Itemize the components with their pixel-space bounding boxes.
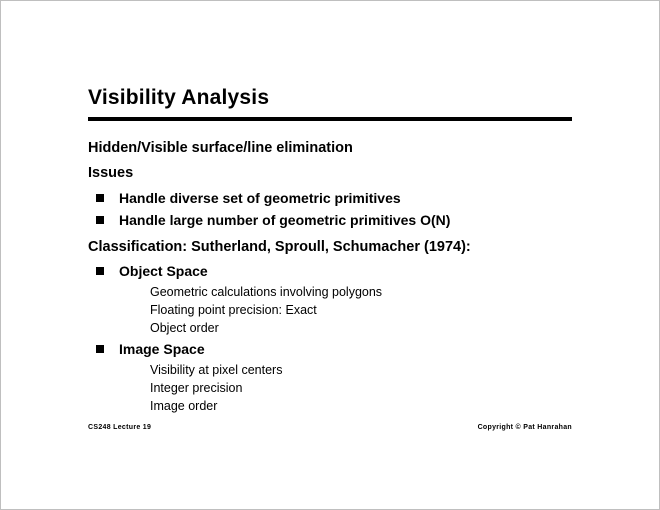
bullet-level2 bbox=[88, 210, 572, 231]
bullet-level1: Hidden/Visible surface/line elimination bbox=[88, 140, 353, 157]
bullet-text: Image Space bbox=[119, 340, 205, 357]
footer-copyright-label: Copyright © Pat Hanrahan bbox=[477, 424, 572, 431]
bullet-text: Object Space bbox=[119, 262, 208, 279]
bullet-level1: Classification: Sutherland, Sproull, Schumacher (1974): bbox=[88, 239, 471, 256]
bullet-level2 bbox=[88, 261, 572, 282]
square-bullet-icon bbox=[96, 216, 104, 224]
bullet-level2 bbox=[88, 339, 572, 360]
slide-footer bbox=[88, 424, 572, 431]
page-title: Visibility Analysis bbox=[88, 86, 270, 109]
bullet-level1: Issues bbox=[88, 164, 134, 181]
bullet-level3: Visibility at pixel centers bbox=[150, 362, 283, 377]
footer-lecture-label: CS248 Lecture 19 bbox=[88, 424, 152, 431]
bullet-level3: Integer precision bbox=[150, 381, 243, 395]
title-divider bbox=[88, 117, 572, 121]
square-bullet-icon bbox=[96, 194, 104, 202]
bullet-level3: Floating point precision: Exact bbox=[150, 302, 317, 317]
bullet-level3: Geometric calculations involving polygons bbox=[150, 284, 383, 299]
bullet-level2 bbox=[88, 188, 572, 209]
bullet-level3: Object order bbox=[150, 320, 219, 335]
bullet-text: Handle large number of geometric primitives O(N) bbox=[119, 212, 451, 229]
bullet-text: Handle diverse set of geometric primitives bbox=[119, 190, 401, 207]
slide-content bbox=[88, 86, 572, 415]
square-bullet-icon bbox=[96, 345, 104, 353]
bullet-level3: Image order bbox=[150, 399, 218, 414]
square-bullet-icon bbox=[96, 267, 104, 275]
